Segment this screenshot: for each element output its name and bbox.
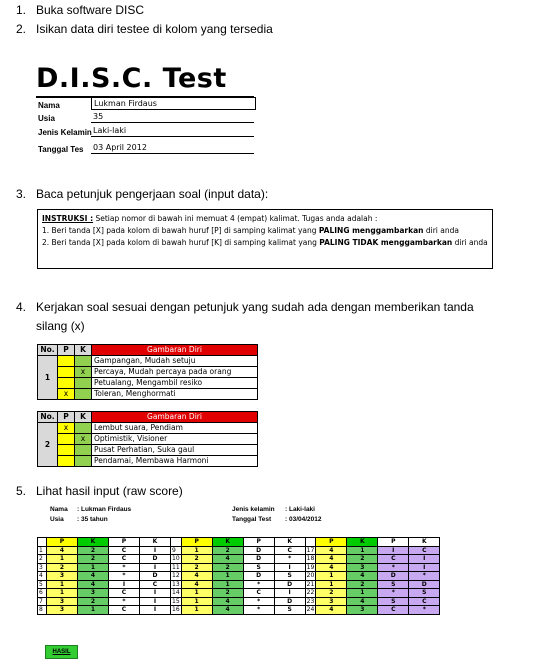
step-text: Kerjakan soal sesuai dengan petunjuk yang sudah ada dengan memberikan tanda: [36, 300, 474, 314]
score-cell: *: [243, 597, 274, 606]
score-cell: 1: [347, 589, 378, 598]
statement: Petualang, Mengambil resiko: [92, 378, 258, 389]
p-cell[interactable]: [58, 445, 75, 456]
col-no: No.: [38, 412, 58, 423]
score-cell: 4: [316, 546, 347, 555]
score-cell: 2: [347, 580, 378, 589]
score-cell: C: [140, 580, 171, 589]
score-cell: *: [378, 563, 409, 572]
hasil-button[interactable]: HASIL: [45, 645, 78, 659]
results-header-p: P: [243, 538, 274, 547]
row-index: 12: [172, 572, 180, 579]
score-cell: 1: [181, 597, 212, 606]
instructions-intro: INSTRUKSI : Setiap nomor di bawah ini memuat 4 (empat) kalimat. Tugas anda adalah :: [42, 214, 378, 223]
score-cell: I: [140, 597, 171, 606]
k-cell[interactable]: [75, 423, 92, 434]
score-cell: D: [243, 555, 274, 564]
row-index: 9: [171, 546, 182, 555]
score-cell: 1: [181, 546, 212, 555]
score-cell: S: [378, 597, 409, 606]
table-row: [38, 572, 440, 581]
score-cell: 4: [181, 572, 212, 581]
score-cell: *: [274, 555, 305, 564]
row-index: 20: [306, 572, 315, 579]
score-cell: 1: [347, 546, 378, 555]
score-cell: I: [140, 606, 171, 615]
score-cell: S: [274, 606, 305, 615]
row-index: 8: [38, 606, 47, 615]
score-cell: I: [140, 546, 171, 555]
score-cell: 4: [47, 546, 78, 555]
score-cell: *: [109, 597, 140, 606]
step-number: 2.: [16, 22, 27, 36]
step-5: [16, 484, 183, 499]
score-cell: 1: [316, 580, 347, 589]
k-cell[interactable]: [75, 445, 92, 456]
question-number: 1: [38, 356, 58, 400]
score-cell: 1: [212, 580, 243, 589]
step-2: [16, 22, 273, 37]
score-cell: 1: [181, 606, 212, 615]
score-cell: 1: [181, 589, 212, 598]
step-1: [16, 3, 144, 18]
score-cell: *: [378, 589, 409, 598]
score-cell: 4: [316, 563, 347, 572]
row-index: 23: [306, 597, 315, 605]
score-cell: 4: [212, 606, 243, 615]
score-cell: *: [243, 580, 274, 589]
jenis-kelamin-field[interactable]: Laki-laki: [91, 125, 254, 137]
score-cell: I: [274, 563, 305, 572]
p-cell[interactable]: [58, 356, 75, 367]
score-cell: 4: [78, 580, 109, 589]
result-nama-value: : Lukman Firdaus: [77, 506, 132, 513]
results-header-k: K: [140, 538, 171, 547]
step-text: Buka software DISC: [36, 3, 145, 17]
row-index: 22: [306, 589, 315, 596]
row-index: 1: [38, 546, 47, 555]
step-4: [16, 300, 474, 337]
statement: Toleran, Menghormati: [92, 389, 258, 400]
k-cell[interactable]: [75, 378, 92, 389]
score-cell: 1: [78, 606, 109, 615]
nama-label: Nama: [38, 101, 60, 110]
step-text: Baca petunjuk pengerjaan soal (input data):: [36, 187, 269, 201]
score-cell: *: [409, 606, 440, 615]
score-cell: C: [409, 597, 440, 606]
step-text-cont: silang (x): [36, 319, 85, 333]
table-row: [38, 546, 440, 555]
score-cell: 1: [212, 572, 243, 581]
results-header-k: K: [347, 538, 378, 547]
score-cell: 4: [181, 580, 212, 589]
result-tgl-label: Tanggal Test: [232, 516, 272, 523]
table-row: [38, 580, 440, 589]
score-cell: 2: [212, 563, 243, 572]
score-cell: *: [243, 606, 274, 615]
row-index: 17: [306, 546, 315, 554]
score-cell: D: [140, 555, 171, 564]
row-index: 19: [306, 563, 315, 571]
result-jk-label: Jenis kelamin: [232, 506, 275, 513]
score-cell: *: [109, 563, 140, 572]
row-index: 21: [306, 580, 315, 588]
score-cell: D: [140, 572, 171, 581]
score-cell: I: [378, 546, 409, 555]
p-cell[interactable]: x: [58, 423, 75, 434]
results-header-p: P: [181, 538, 212, 547]
score-cell: *: [109, 572, 140, 581]
score-cell: C: [378, 606, 409, 615]
score-cell: 4: [212, 555, 243, 564]
step-number: 5.: [16, 484, 27, 498]
instructions-heading: INSTRUKSI :: [42, 214, 94, 223]
score-cell: 2: [316, 589, 347, 598]
usia-field[interactable]: 35: [91, 111, 254, 123]
score-cell: 2: [78, 546, 109, 555]
results-header-p: P: [378, 538, 409, 547]
row-index: 18: [306, 555, 315, 562]
statement: Lembut suara, Pendiam: [92, 423, 258, 434]
score-cell: 2: [78, 555, 109, 564]
instructions-box: [37, 209, 493, 269]
p-cell[interactable]: [58, 378, 75, 389]
results-header-p: P: [47, 538, 78, 547]
row-index: 24: [306, 606, 315, 613]
results-header-k: K: [274, 538, 305, 547]
result-tgl-value: : 03/04/2012: [285, 516, 322, 523]
row-index: 2: [38, 555, 47, 564]
instructions-line-1: 1. Beri tanda [X] pada kolom di bawah huruf [P] di samping kalimat yang PALING menggambarkan diri anda: [42, 226, 459, 235]
k-cell[interactable]: [75, 389, 92, 400]
jenis-kelamin-label: Jenis Kelamin: [38, 128, 92, 137]
statement: Percaya, Mudah percaya pada orang: [92, 367, 258, 378]
score-cell: D: [409, 580, 440, 589]
score-cell: S: [274, 572, 305, 581]
step-text: Isikan data diri testee di kolom yang tersedia: [36, 22, 273, 36]
score-cell: D: [274, 580, 305, 589]
row-index: 15: [172, 597, 180, 605]
results-header-p: P: [109, 538, 140, 547]
result-jk-value: : Laki-laki: [285, 506, 315, 513]
score-cell: 3: [47, 606, 78, 615]
score-cell: 2: [347, 555, 378, 564]
score-cell: 4: [347, 597, 378, 606]
table-row: [38, 597, 440, 606]
row-index: 6: [38, 589, 47, 598]
results-header-k: K: [409, 538, 440, 547]
p-cell[interactable]: [58, 434, 75, 445]
row-index: 11: [172, 563, 180, 571]
question-table-2: [37, 411, 258, 467]
score-cell: 1: [47, 589, 78, 598]
results-header-p: P: [316, 538, 347, 547]
row-index: 13: [172, 580, 180, 588]
score-cell: D: [378, 572, 409, 581]
instructions-line-2: 2. Beri tanda [X] pada kolom di bawah huruf [K] di samping kalimat yang PALING TIDAK menggambarkan diri anda: [42, 238, 488, 247]
question-table-1: [37, 344, 258, 400]
tanggal-tes-label: Tanggal Tes: [38, 145, 84, 154]
score-cell: 3: [47, 597, 78, 606]
score-cell: 4: [78, 572, 109, 581]
score-cell: C: [109, 589, 140, 598]
col-p: P: [58, 412, 75, 423]
score-cell: 4: [212, 597, 243, 606]
score-cell: 3: [78, 589, 109, 598]
usia-label: Usia: [38, 114, 55, 123]
result-nama-label: Nama: [50, 506, 68, 513]
col-p: P: [58, 345, 75, 356]
score-cell: S: [378, 580, 409, 589]
row-index: 7: [38, 597, 47, 606]
p-cell[interactable]: x: [58, 389, 75, 400]
tanggal-tes-field[interactable]: 03 April 2012: [91, 142, 254, 154]
row-index: 10: [172, 555, 180, 562]
table-row: [38, 563, 440, 572]
score-cell: I: [140, 589, 171, 598]
score-cell: C: [243, 589, 274, 598]
score-cell: 3: [316, 597, 347, 606]
score-cell: 2: [212, 589, 243, 598]
results-header-k: K: [78, 538, 109, 547]
col-k: K: [75, 412, 92, 423]
score-cell: *: [409, 572, 440, 581]
score-cell: I: [274, 589, 305, 598]
score-cell: 2: [212, 546, 243, 555]
score-cell: C: [274, 546, 305, 555]
table-row: [38, 606, 440, 615]
score-cell: D: [274, 597, 305, 606]
score-cell: I: [109, 580, 140, 589]
nama-field[interactable]: Lukman Firdaus: [91, 97, 256, 110]
score-cell: 1: [316, 572, 347, 581]
score-cell: D: [243, 572, 274, 581]
score-cell: C: [409, 546, 440, 555]
score-cell: 1: [47, 580, 78, 589]
score-cell: 2: [181, 563, 212, 572]
index-cell: [171, 538, 182, 547]
row-index: 14: [172, 589, 180, 596]
score-cell: 3: [347, 606, 378, 615]
score-cell: 2: [181, 555, 212, 564]
result-usia-label: Usia: [50, 516, 64, 523]
score-cell: C: [109, 546, 140, 555]
score-cell: D: [243, 546, 274, 555]
score-cell: 2: [47, 563, 78, 572]
step-number: 1.: [16, 3, 27, 17]
step-number: 4.: [16, 300, 27, 314]
score-cell: I: [140, 563, 171, 572]
step-3: [16, 187, 268, 202]
p-cell[interactable]: [58, 456, 75, 467]
statement: Gampangan, Mudah setuju: [92, 356, 258, 367]
score-cell: 4: [347, 572, 378, 581]
score-cell: C: [378, 555, 409, 564]
row-index: 16: [172, 606, 180, 613]
k-cell[interactable]: [75, 356, 92, 367]
score-cell: S: [409, 589, 440, 598]
score-cell: 2: [78, 597, 109, 606]
score-cell: 3: [347, 563, 378, 572]
index-cell: [38, 538, 47, 547]
statement: Pusat Perhatian, Suka gaul: [92, 445, 258, 456]
table-row: [38, 555, 440, 564]
row-index: 5: [38, 580, 47, 589]
score-cell: 1: [78, 563, 109, 572]
statement: Pendamai, Membawa Harmoni: [92, 456, 258, 467]
table-row: [38, 589, 440, 598]
result-usia-value: : 35 tahun: [77, 516, 108, 523]
row-index: 3: [38, 563, 47, 572]
score-cell: 1: [47, 555, 78, 564]
score-cell: 3: [47, 572, 78, 581]
score-cell: S: [243, 563, 274, 572]
disc-test-title: D.I.S.C. Test: [36, 63, 227, 94]
step-number: 3.: [16, 187, 27, 201]
score-cell: C: [109, 606, 140, 615]
col-gambaran-diri: Gambaran Diri: [92, 345, 258, 356]
raw-score-table: [37, 537, 440, 615]
score-cell: 4: [316, 606, 347, 615]
col-k: K: [75, 345, 92, 356]
score-cell: I: [409, 563, 440, 572]
results-header-k: K: [212, 538, 243, 547]
question-number: 2: [38, 423, 58, 467]
step-text: Lihat hasil input (raw score): [36, 484, 183, 498]
score-cell: 4: [316, 555, 347, 564]
index-cell: [305, 538, 316, 547]
p-cell[interactable]: [58, 367, 75, 378]
score-cell: C: [109, 555, 140, 564]
statement: Optimistik, Visioner: [92, 434, 258, 445]
col-gambaran-diri: Gambaran Diri: [92, 412, 258, 423]
row-index: 4: [38, 572, 47, 581]
score-cell: I: [409, 555, 440, 564]
k-cell[interactable]: [75, 456, 92, 467]
col-no: No.: [38, 345, 58, 356]
k-cell[interactable]: x: [75, 367, 92, 378]
results-header-row: [38, 538, 440, 547]
k-cell[interactable]: x: [75, 434, 92, 445]
